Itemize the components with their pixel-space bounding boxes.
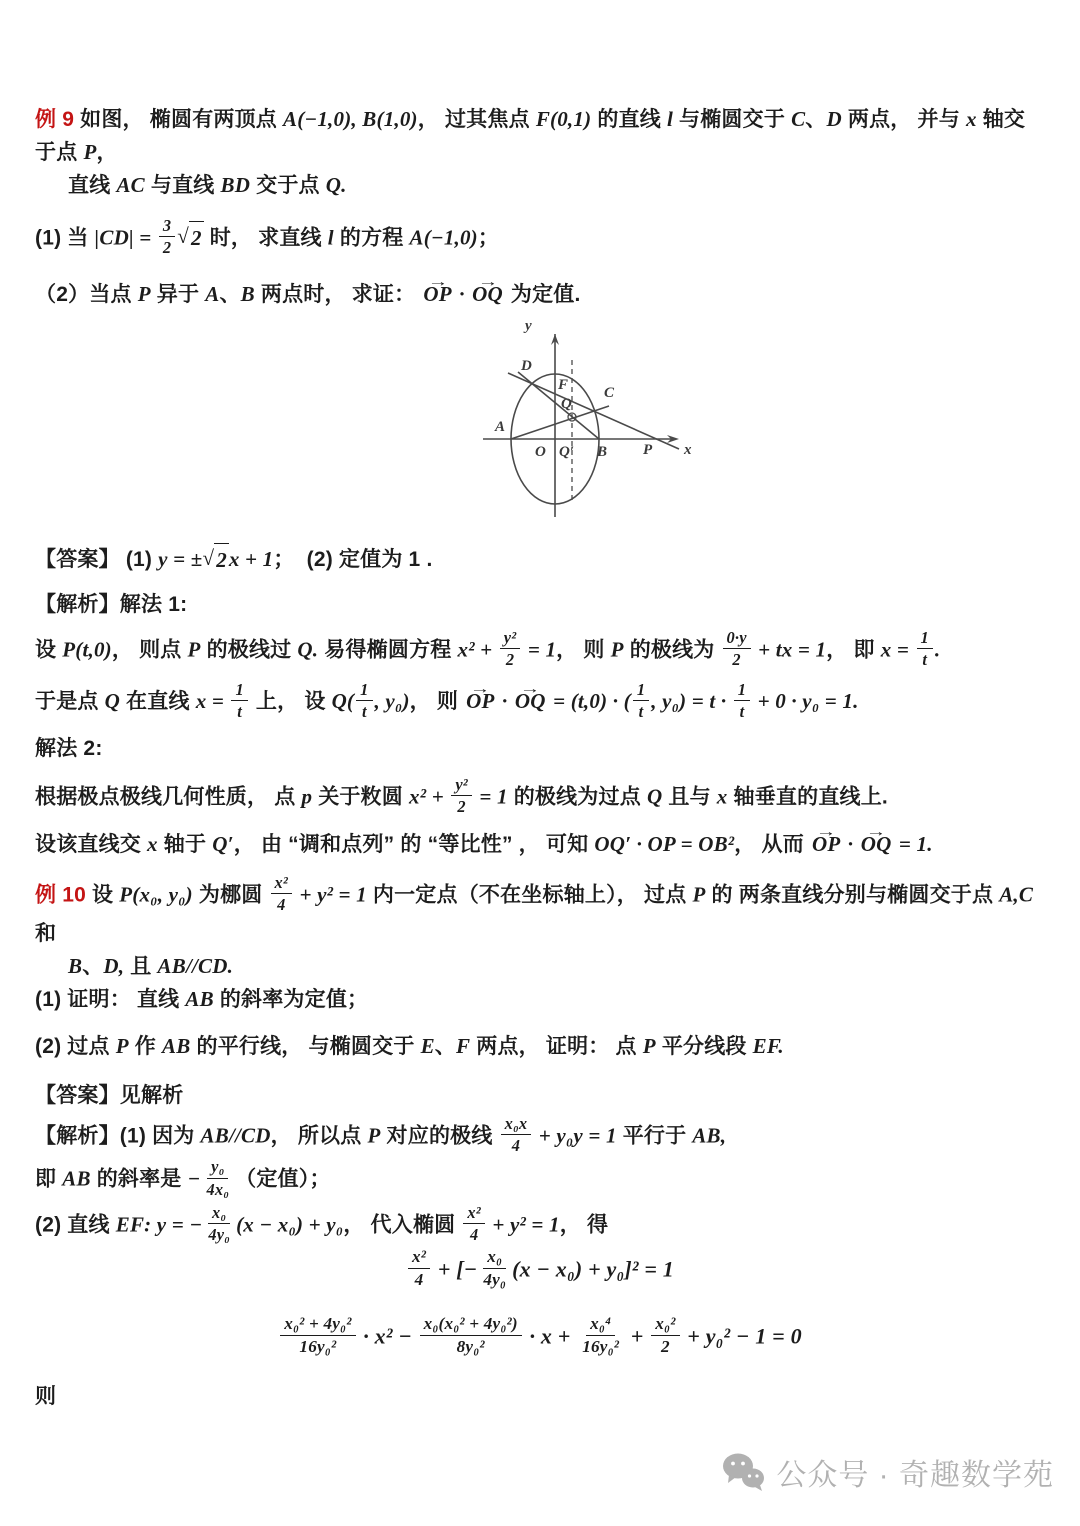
watermark: [720, 1450, 1054, 1494]
text-line: $\frac{\text{x²}}{4}$ + [− $\frac{\text{x₀}}{\text{4y₀}}$ (x − x₀) + y₀]² = 1: [35, 1249, 1045, 1292]
text-line: 直线 AC 与直线 BD 交于点 Q.: [68, 173, 347, 197]
problem-9-text: [35, 103, 1045, 311]
text-line: 于是点 Q 在直线 x = $\frac{1}{t}$ 上， 设 Q( $\frac{1}{t}$ , y₀)， 则 → OP · → OQ = (t,0) · ( $\frac{1}{t}$ , y₀) = t · $\frac{1}{t}$ + 0 · y₀ = 1.: [35, 677, 1045, 723]
wechat-icon: [720, 1451, 766, 1493]
solution-text: [35, 543, 1045, 1413]
line-AC: [511, 406, 609, 439]
text-line: 【答案】 (1) y = ± √ 2 x + 1； (2) 定值为 1 .: [35, 543, 1045, 577]
text-line: B、D, 且 AB//CD.: [68, 953, 234, 978]
text-line: (2) 直线 EF: y = − $\frac{\text{x₀}}{\text{4y₀}}$ (x − x₀) + y₀， 代入椭圆 $\frac{\text{x²}}{4}$ + y² = 1， 得: [35, 1203, 609, 1245]
ellipse-diagram: [455, 311, 735, 523]
text-line: 解法 2:: [35, 736, 103, 760]
label-Q-prime: Q′: [559, 443, 575, 460]
text-line: 例 9 如图， 椭圆有两顶点 A(−1,0), B(1,0)， 过其焦点 F(0,1) 的直线 l 与椭圆交于 C、D 两点， 并与 x 轴交于点 P，: [35, 107, 1026, 164]
label-y: y: [525, 317, 532, 334]
text-line: 例 10 设 P(x₀, y₀) 为梛圆 $\frac{\text{x²}}{4}$ + y² = 1 内一定点（不在坐标轴上）， 过点 P 的 两条直线分别与椭圆交于点 A,C 和: [35, 873, 1040, 945]
label-x: x: [684, 441, 692, 458]
label-O: O: [535, 443, 546, 460]
text-line: 【解析】(1) 因为 AB//CD， 所以点 P 对应的极线 $\frac{\text{x₀x}}{4}$ + y₀y = 1 平行于 AB,: [35, 1113, 727, 1156]
ellipse-figure: [455, 311, 735, 523]
label-C: C: [604, 384, 615, 401]
watermark-text: 公众号 · 奇趣数学苑: [776, 1459, 1054, 1492]
label-A: A: [495, 418, 506, 435]
text-line: 【解析】解法 1:: [35, 592, 188, 616]
label-D: D: [521, 357, 532, 374]
text-line: 根据极点极线几何性质， 点 p 关于敉圆 x² + $\frac{\text{y²}}{2}$ = 1 的极线为过点 Q 且与 x 轴垂直的直线上.: [35, 774, 888, 816]
text-line: 【答案】见解析: [35, 1083, 184, 1107]
label-Q: Q: [561, 395, 572, 412]
text-line: (1) 当 |CD| = $\frac{3}{2}$ √ 2 时， 求直线 l 的方程 A(−1,0)；: [35, 216, 500, 258]
label-F: F: [558, 376, 569, 393]
label-B: B: [597, 443, 608, 460]
text-line: 即 AB 的斜率是 − $\frac{\text{y₀}}{\text{4x₀}}$ （定值）；: [35, 1157, 331, 1199]
text-line: 设该直线交 x 轴于 Q′， 由 “调和点列” 的 “等比性” ， 可知 OQ′ · OP = OB²， 从而 → OP · → OQ = 1.: [35, 820, 1045, 861]
text-line: (1) 证明： 直线 AB 的斜率为定值；: [35, 986, 369, 1011]
text-line: (2) 过点 P 作 AB 的平行线， 与椭圆交于 E、F 两点， 证明： 点 P 平分线段 EF.: [35, 1033, 784, 1058]
text-line: 设 P(t,0)， 则点 P 的极线过 Q. 易得椭圆方程 x² + $\frac{\text{y²}}{2}$ = 1， 则 P 的极线为 $\frac{0\cdot y}{2}$ + tx = 1， 即 x = $\frac{1}{t}$ .: [35, 627, 941, 669]
text-line: （2）当点 P 异于 A、B 两点时， 求证： → OP · → OQ 为定值.: [35, 270, 1045, 311]
text-line: $\frac{\text{x₀² + 4y₀²}}{\text{16y₀²}}$ · x² − $\frac{\text{x₀(x₀² + 4y₀²)}}{\text{8y₀²}}$ · x + $\frac{\text{x₀⁴}}{\text{16y₀²}}$ + $\frac{\text{x₀²}}{2}$ + y₀² − 1 = 0: [35, 1316, 1045, 1359]
text-line: 则: [35, 1384, 57, 1408]
label-P: P: [643, 441, 653, 458]
